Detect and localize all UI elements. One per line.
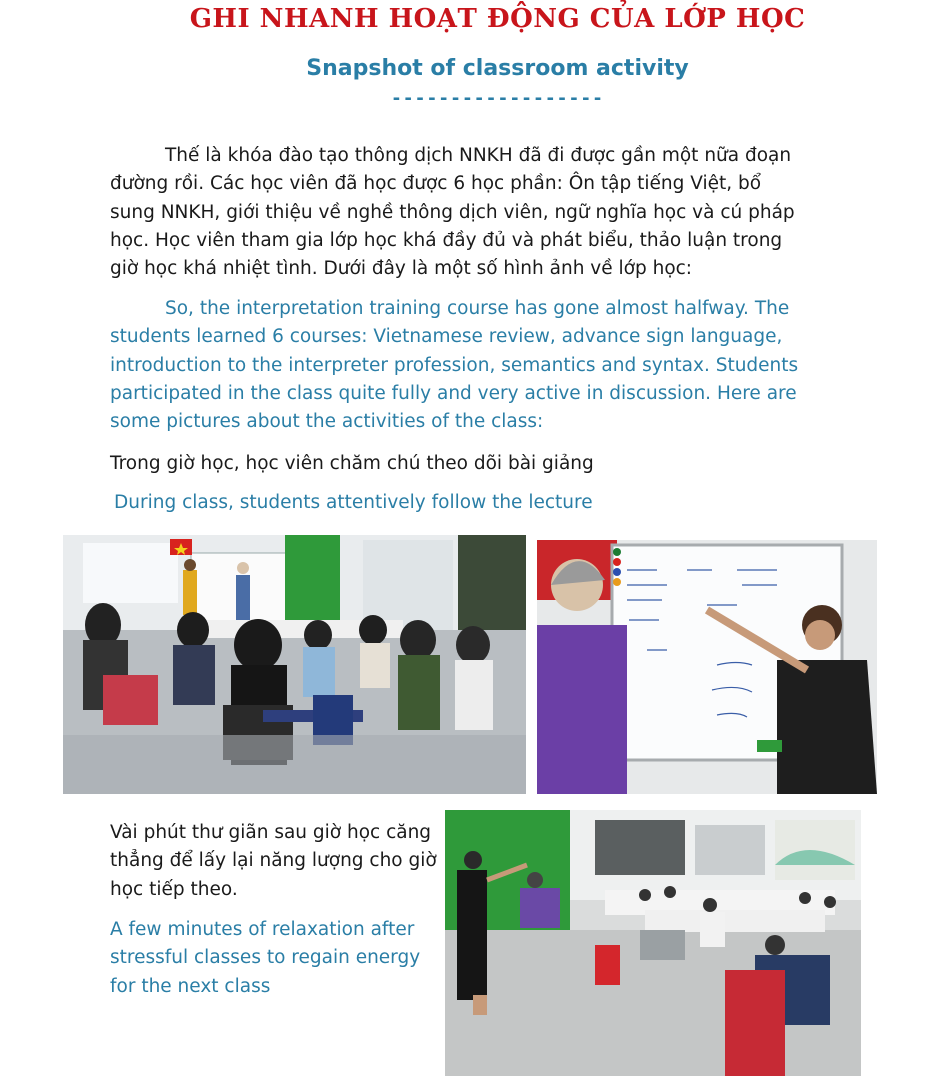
intro-paragraph-vietnamese: Thế là khóa đào tạo thông dịch NNKH đã đi được gần một nữa đoạn đường rồi. Các học viên đã học được 6 học phần: Ôn tập tiếng Việt, bổ sung NNKH, giới thiệu về nghề thông dịch viên, ngữ nghĩa học và cú pháp học. Học viên tham gia lớp học khá đầy đủ và phát biểu, thảo luận trong giờ học khá nhiệt tình. Dưới đây là một số hình ảnh về lớp học: xyxy=(110,145,795,280)
relax-caption-vietnamese: Vài phút thư giãn sau giờ học căng thẳng để lấy lại năng lượng cho giờ học tiếp theo. xyxy=(110,822,437,900)
relax-caption-english: A few minutes of relaxation after stressful classes to regain energy for the next class xyxy=(110,919,421,997)
classroom-photo xyxy=(63,535,526,794)
intro-paragraph-english: So, the interpretation training course has gone almost halfway. The students learned 6 courses: Vietnamese review, advance sign language, introduction to the interpreter profession, semantics and syntax. Students participated in the class quite fully and very active in discussion. Here are some pictures about the activities of the class: xyxy=(110,298,799,433)
title-divider: ------------------ xyxy=(390,88,605,109)
page-title-vietnamese: GHI NHANH HOẠT ĐỘNG CỦA LỚP HỌC xyxy=(189,4,806,34)
photo-caption-vietnamese: Trong giờ học, học viên chăm chú theo dõi bài giảng xyxy=(110,453,594,474)
whiteboard-photo xyxy=(537,540,877,794)
photo-caption-english: During class, students attentively follow the lecture xyxy=(114,492,593,513)
relaxation-photo xyxy=(445,810,861,1076)
page-title-english: Snapshot of classroom activity xyxy=(306,56,689,81)
